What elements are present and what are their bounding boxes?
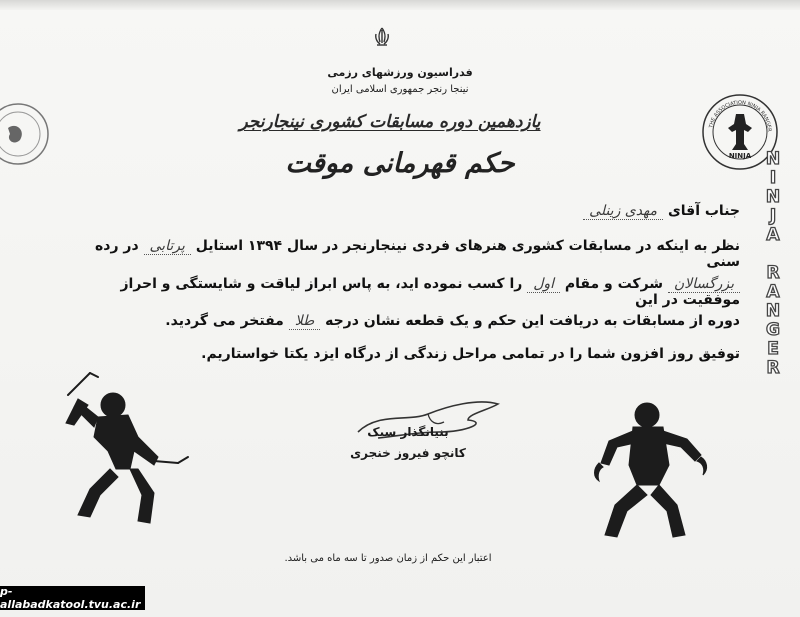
body-line-3-text: دوره از مسابقات به دریافت این حکم و یک قطعه نشان درجه <box>325 313 740 329</box>
age-value: بزرگسالان <box>668 276 740 293</box>
body-line-1 <box>80 238 740 270</box>
founder-title: بنیانگذار سبک <box>367 425 449 439</box>
competition-title: یازدهمین دوره مسابقات کشوری نینجارنجر <box>239 112 541 132</box>
ninja-right-silhouette-icon <box>575 395 725 565</box>
salutation-label: جناب آقای <box>667 203 740 219</box>
validity-note: اعتبار این حکم از زمان صدور تا سه ماه می باشد. <box>284 553 492 564</box>
closing-text: توفیق روز افزون شما را در تمامی مراحل زندگی از درگاه ایزد یکتا خواستاریم. <box>201 346 740 362</box>
body-line-3-end: مفتخر می گردید. <box>165 313 284 329</box>
federation-subtitle: نینجا رنجر جمهوری اسلامی ایران <box>331 84 469 95</box>
vertical-brand-letter <box>770 245 776 264</box>
vertical-brand-letter: J <box>769 206 777 226</box>
recipient-name: مهدی زینلی <box>583 203 663 220</box>
vertical-brand-letter: G <box>766 320 780 340</box>
seal-ring-text: THE ASSOCIATION NINJA RANGER <box>708 99 773 132</box>
body-line-1-text: نظر به اینکه در مسابقات کشوری هنرهای فردی نینجارنجر در سال ۱۳۹۴ استایل <box>195 238 740 254</box>
footer-url-badge[interactable] <box>0 586 145 610</box>
decree-title: حکم قهرمانی موقت <box>285 148 515 179</box>
vertical-brand-letter: I <box>769 168 777 188</box>
vertical-brand-letter: R <box>766 358 780 378</box>
salutation-line <box>80 203 740 219</box>
body-line-4 <box>80 346 740 362</box>
national-emblem-icon <box>372 26 392 48</box>
vertical-brand-letter: A <box>766 282 780 302</box>
vertical-brand-text <box>758 150 788 420</box>
vertical-brand-letter: N <box>765 301 781 321</box>
vertical-brand-letter: A <box>766 225 780 245</box>
vertical-brand-letter: R <box>766 263 780 283</box>
rank-value: اول <box>527 276 560 293</box>
scan-edge <box>0 0 800 10</box>
style-value: پرتابی <box>144 238 191 255</box>
body-line-2-text: شرکت و مقام <box>564 276 664 292</box>
body-line-2-end: را کسب نموده اید، به پاس ابراز لیاقت و شایستگی و احراز موفقیت در این <box>120 276 740 308</box>
footer-url-text[interactable]: p-allabadkatool.tvu.ac.ir <box>0 585 141 611</box>
vertical-brand-letter: E <box>767 339 779 359</box>
vertical-brand-letter: N <box>765 187 781 207</box>
seal-center-label: NINJA <box>728 152 752 160</box>
body-line-1-end: در رده سنی <box>95 238 740 270</box>
federation-name: فدراسیون ورزشهای رزمی <box>327 66 473 79</box>
vertical-brand-letter: N <box>765 149 781 169</box>
body-line-3 <box>80 313 740 329</box>
ninja-left-silhouette-icon <box>38 365 208 535</box>
founder-name: کانچو فیروز خنجری <box>350 446 466 460</box>
medal-value: طلا <box>289 313 321 330</box>
body-line-2 <box>80 276 740 308</box>
